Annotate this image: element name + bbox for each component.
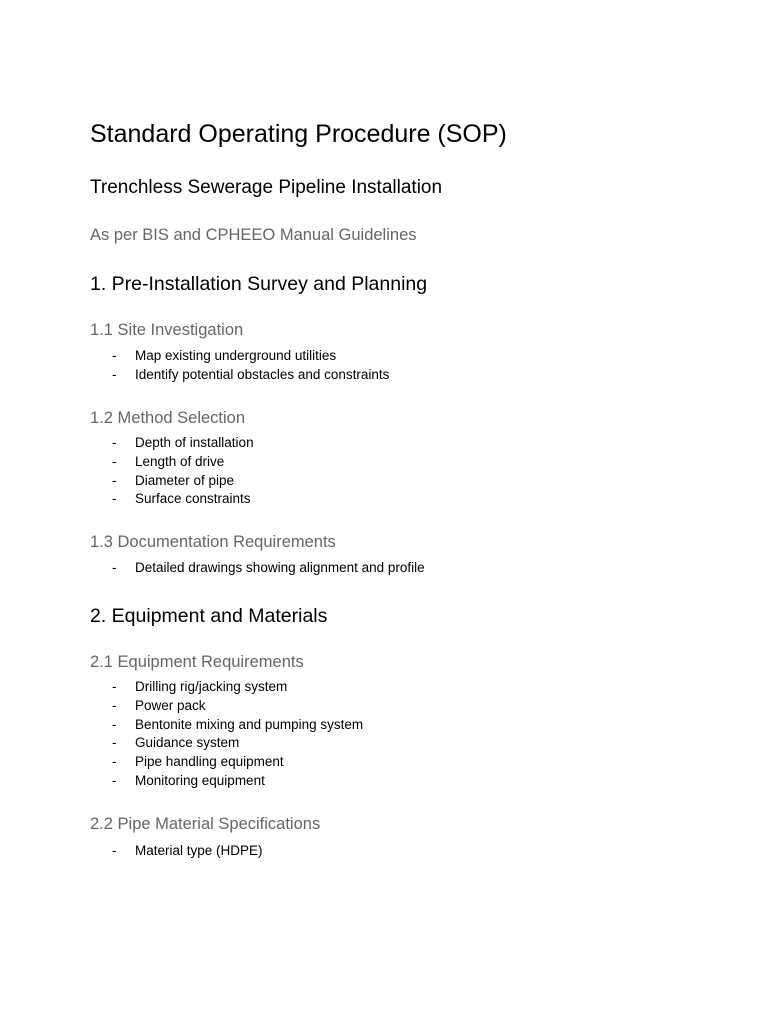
list-item-text: Bentonite mixing and pumping system: [135, 716, 364, 732]
list-item-text: Map existing underground utilities: [135, 348, 337, 363]
list-item-text: Pipe handling equipment: [135, 754, 284, 770]
list-item-text: Identify potential obstacles and constraints: [135, 366, 390, 382]
list-item-text: Material type (HDPE): [135, 843, 263, 858]
list-item-text: Length of drive: [135, 453, 225, 469]
bullet-marker: -: [112, 435, 117, 450]
subsection-heading: 1.1 Site Investigation: [90, 321, 244, 339]
bullet-marker: -: [112, 735, 117, 751]
bullet-marker: -: [112, 453, 117, 469]
bullet-marker: -: [112, 843, 117, 858]
document-title: Standard Operating Procedure (SOP): [90, 120, 507, 148]
bullet-marker: -: [112, 679, 117, 694]
document-tagline: As per BIS and CPHEEO Manual Guidelines: [90, 226, 417, 244]
bullet-marker: -: [112, 560, 117, 575]
bullet-marker: -: [112, 348, 117, 363]
bullet-marker: -: [112, 491, 117, 507]
list-item-text: Depth of installation: [135, 435, 254, 450]
bullet-marker: -: [112, 697, 117, 713]
bullet-marker: -: [112, 472, 117, 488]
subsection-heading: 1.3 Documentation Requirements: [90, 533, 336, 551]
list-item-text: Drilling rig/jacking system: [135, 679, 288, 694]
section-heading: 1. Pre-Installation Survey and Planning: [90, 273, 428, 295]
bullet-marker: -: [112, 716, 117, 732]
document-subtitle: Trenchless Sewerage Pipeline Installation: [90, 177, 443, 198]
bullet-marker: -: [112, 366, 117, 382]
list-item-text: Guidance system: [135, 735, 240, 751]
list-item-text: Power pack: [135, 697, 206, 713]
list-item-text: Diameter of pipe: [135, 472, 235, 488]
section-heading: 2. Equipment and Materials: [90, 605, 328, 627]
subsection-heading: 1.2 Method Selection: [90, 409, 246, 427]
list-item-text: Surface constraints: [135, 491, 251, 507]
list-item-text: Monitoring equipment: [135, 772, 265, 788]
subsection-heading: 2.2 Pipe Material Specifications: [90, 815, 321, 833]
bullet-marker: -: [112, 772, 117, 788]
bullet-marker: -: [112, 754, 117, 770]
subsection-heading: 2.1 Equipment Requirements: [90, 653, 304, 671]
list-item-text: Detailed drawings showing alignment and profile: [135, 560, 425, 575]
